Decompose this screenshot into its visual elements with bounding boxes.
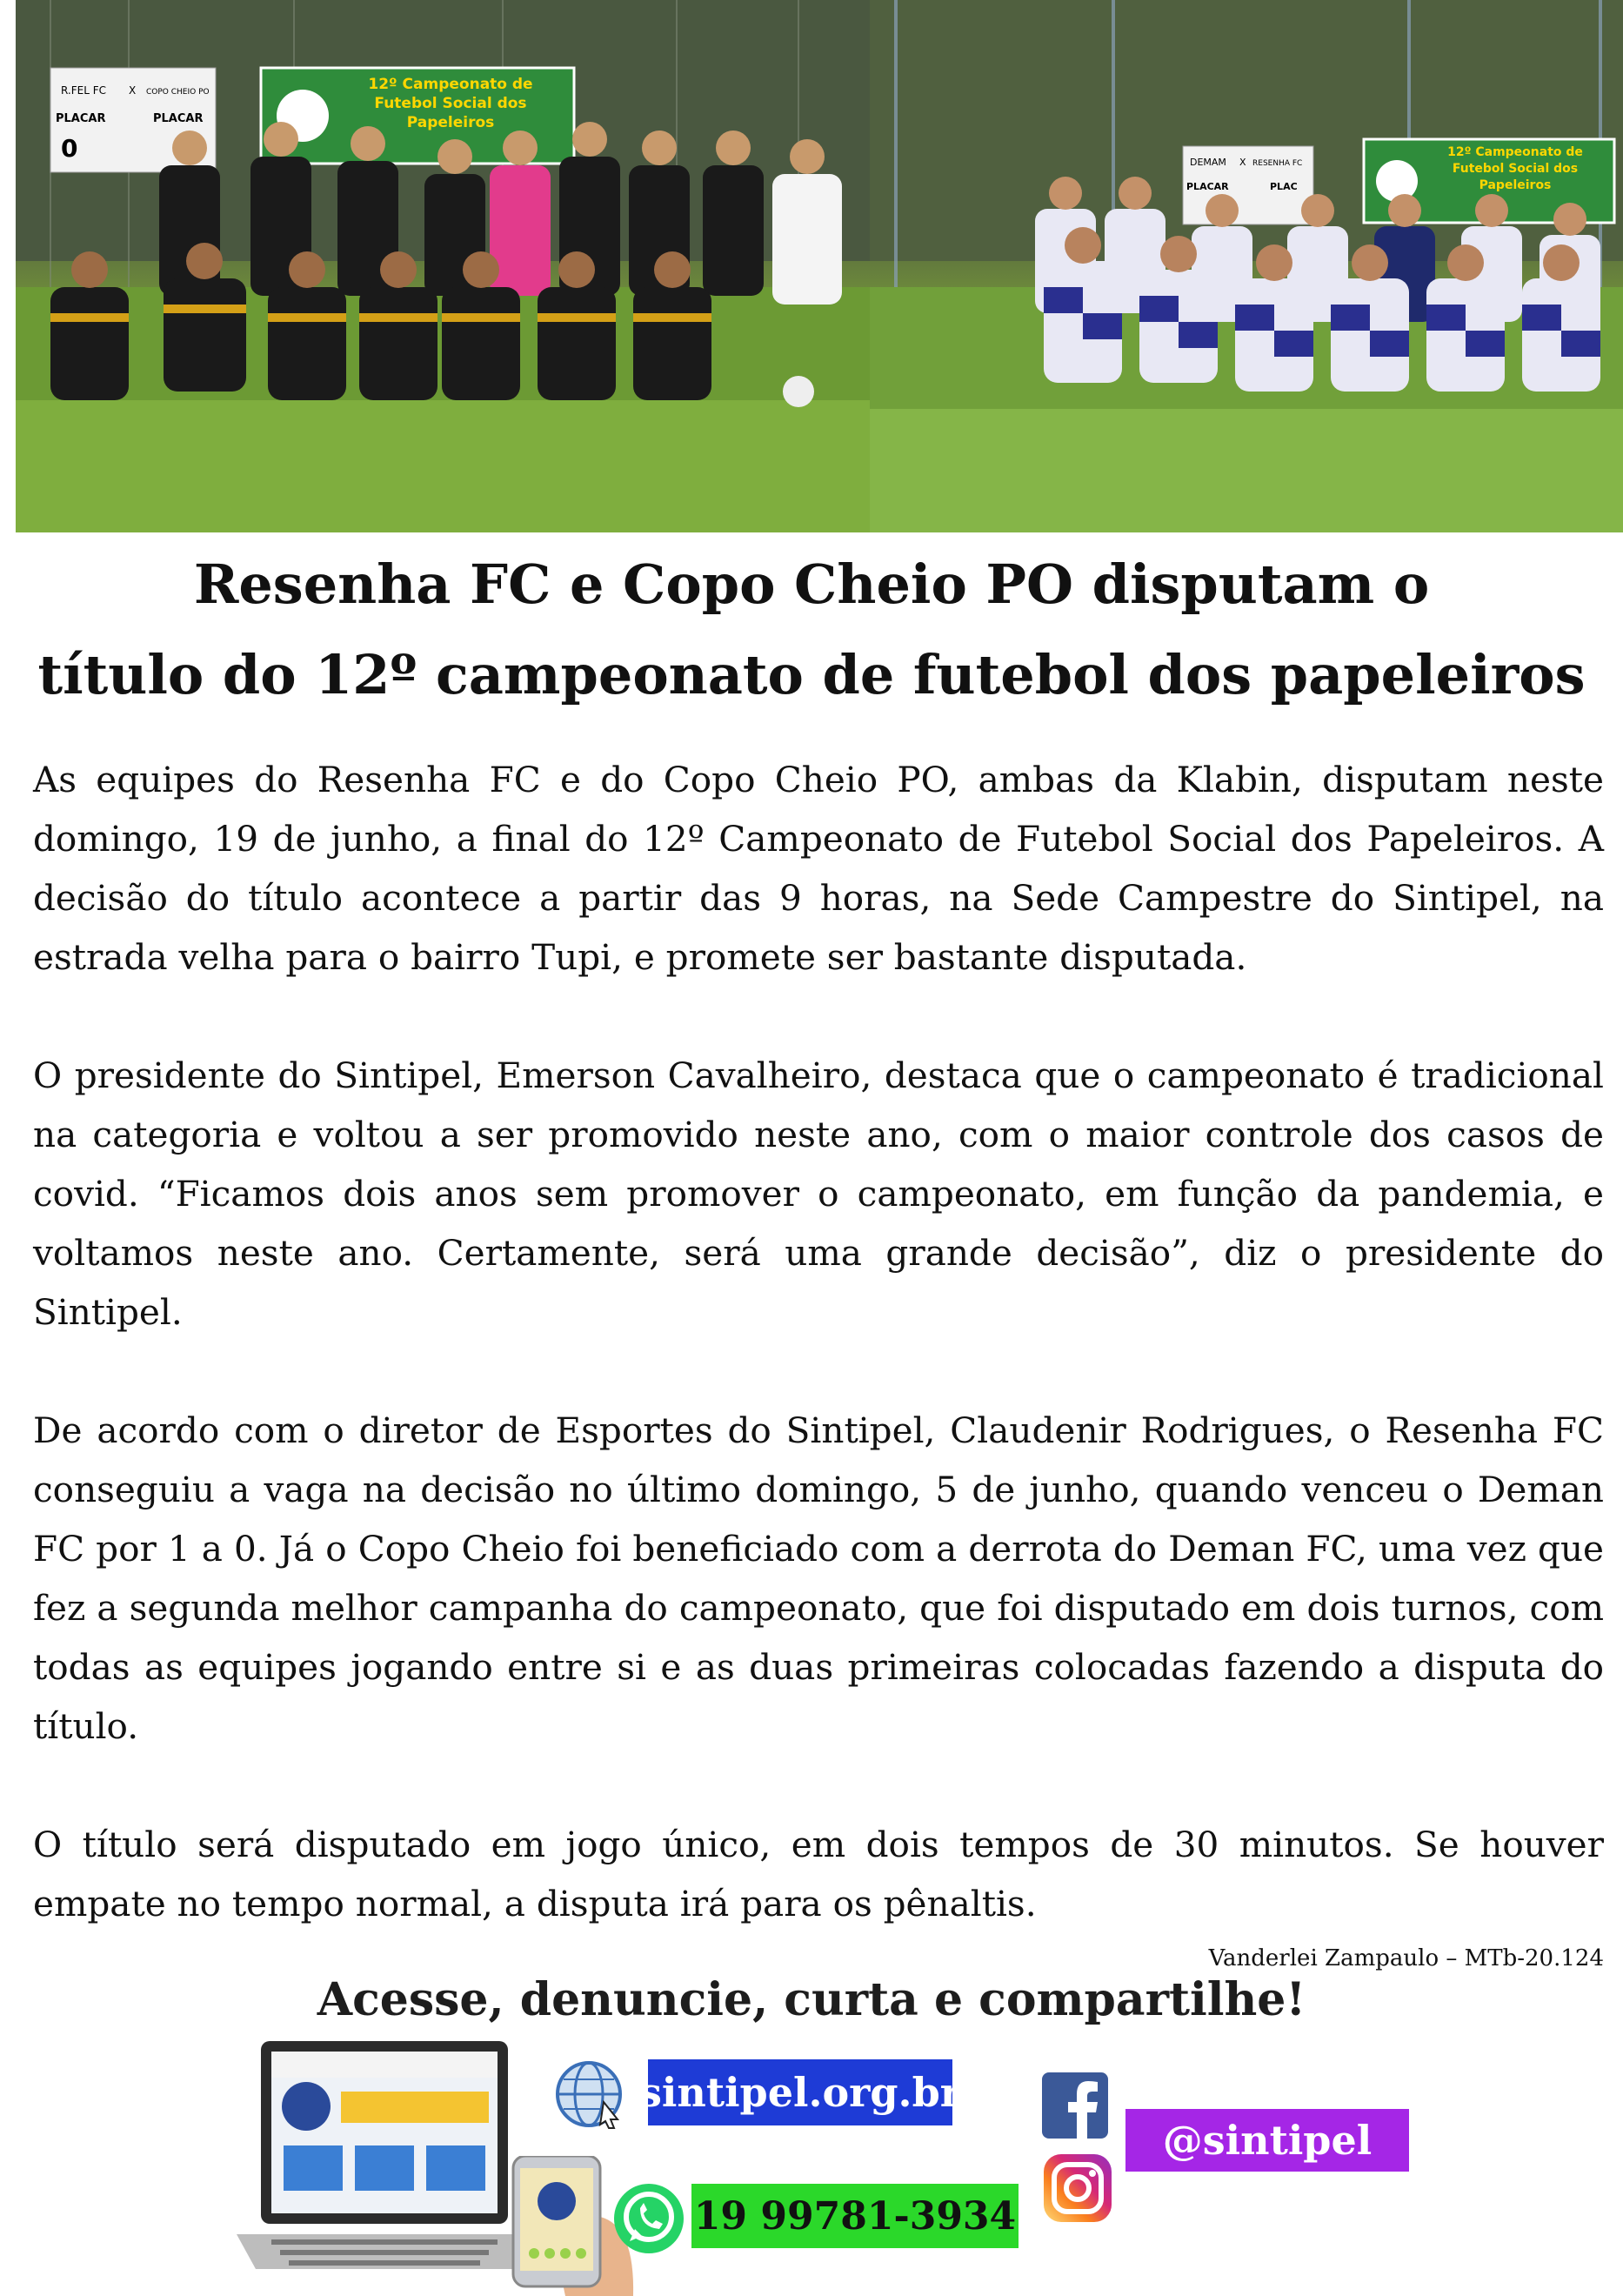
scoreboard-label-b: PLAC: [1270, 181, 1298, 192]
scoreboard-label-a: PLACAR: [56, 112, 106, 125]
team-photo-resenha-illustration: [870, 0, 1623, 532]
soccer-ball: [783, 376, 814, 407]
banner-text: 12º Campeonato de Futebol Social dos Papeleiros: [1447, 145, 1583, 192]
whatsapp-icon: [611, 2180, 687, 2257]
website-link[interactable]: sintipel.org.br: [648, 2059, 952, 2125]
scoreboard-vs: X: [129, 84, 137, 97]
globe-icon: [553, 2058, 624, 2130]
scoreboard-label-a: PLACAR: [1186, 181, 1229, 192]
article-body: [33, 750, 1604, 1933]
social-handle[interactable]: @sintipel: [1125, 2109, 1409, 2172]
article-paragraph-1: As equipes do Resenha FC e do Copo Cheio PO, ambas da Klabin, disputam neste domingo, 19 de junho, a final do 12º Campeonato de Futebol Social dos Papeleiros. A decisão do título acontece a partir das 9 horas, na Sede Campestre do Sintipel, na estrada velha para o bairro Tupi, e promete ser bastante disputada.: [33, 759, 1604, 978]
article-paragraph-2: O presidente do Sintipel, Emerson Cavalheiro, destaca que o campeonato é tradicional na categoria e voltou a ser promovido neste ano, com o maior controle dos casos de covid. “Ficamos dois anos sem promover o campeonato, em função da pandemia, e voltamos neste ano. Certamente, será uma grande decisão”, diz o presidente do Sintipel.: [33, 1054, 1604, 1333]
scoreboard-label-b: PLACAR: [153, 112, 204, 125]
instagram-icon[interactable]: [1042, 2152, 1113, 2224]
scoreboard-team-b: RESENHA FC: [1252, 159, 1303, 168]
whatsapp-phone[interactable]: 19 99781-3934: [691, 2184, 1019, 2248]
scoreboard-score: 0: [61, 134, 78, 163]
team-photo-copo-cheio-illustration: [16, 0, 872, 532]
scoreboard: [1183, 146, 1313, 224]
headline-line-1: Resenha FC e Copo Cheio PO disputam o: [193, 552, 1430, 616]
article-byline: Vanderlei Zampaulo – MTb-20.124: [1208, 1945, 1604, 1971]
players-back-row: [159, 157, 842, 305]
laptop-icon: [237, 2041, 532, 2296]
banner-text: 12º Campeonato de Futebol Social dos Papeleiros: [368, 76, 533, 131]
facebook-icon[interactable]: [1042, 2072, 1108, 2139]
article-headline: [0, 539, 1623, 720]
article-paragraph-4: O título será disputado em jogo único, em dois tempos de 30 minutos. Se houver empate no tempo normal, a disputa irá para os pênaltis.: [33, 1824, 1604, 1924]
scoreboard-team-b: COPO CHEIO PO: [146, 88, 210, 97]
scoreboard-vs: X: [1239, 157, 1246, 168]
headline-line-2: título do 12º campeonato de futebol dos papeleiros: [37, 643, 1586, 706]
team-photo-copo-cheio: [16, 0, 872, 532]
team-photo-resenha: [870, 0, 1623, 532]
scoreboard-team-a: R.FEL FC: [61, 84, 106, 97]
scoreboard-team-a: DEMAM: [1190, 157, 1226, 168]
call-to-action: Acesse, denuncie, curta e compartilhe!: [317, 1973, 1306, 2026]
article-paragraph-3: De acordo com o diretor de Esportes do Sintipel, Claudenir Rodrigues, o Resenha FC conseguiu a vaga na decisão no último domingo, 5 de junho, quando venceu o Deman FC por 1 a 0. Já o Copo Cheio foi beneficiado com a derrota do Deman FC, uma vez que fez a segunda melhor campanha do campeonato, que foi disputado em dois turnos, com todas as equipes jogando entre si e as duas primeiras colocadas fazendo a disputa do título.: [33, 1409, 1604, 1747]
